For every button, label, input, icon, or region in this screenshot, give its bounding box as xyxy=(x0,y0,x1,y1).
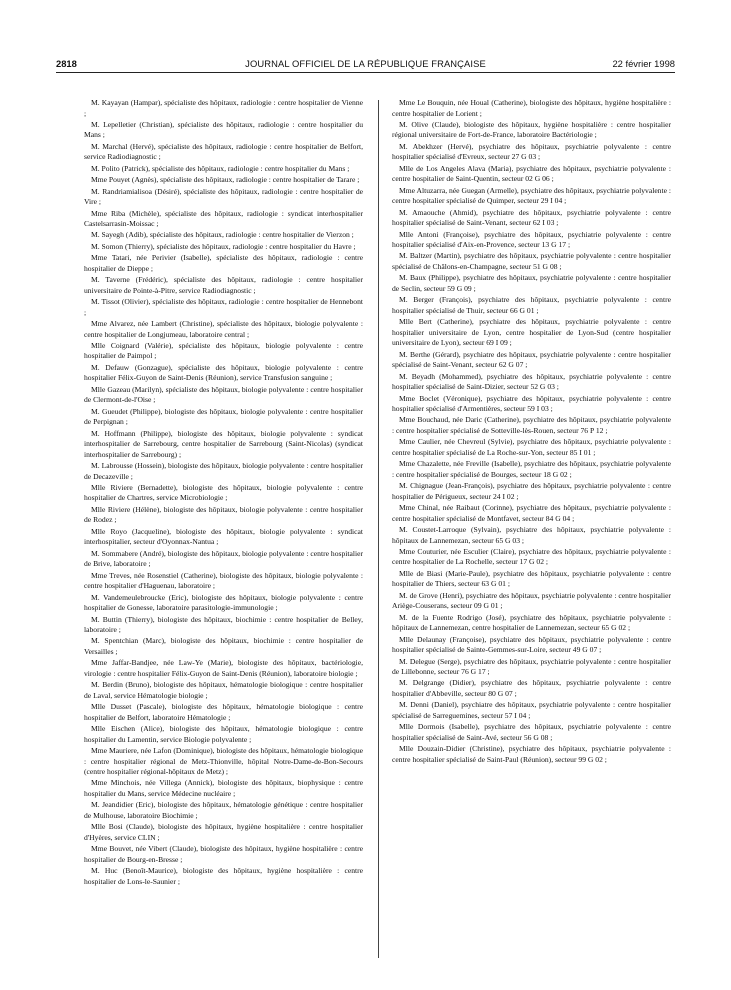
appointment-entry: M. Vandemeulebroucke (Eric), biologiste des hôpitaux, biologie polyvalente : centre hospitalier de Gonesse, laboratoire parasitologie-immunologie ; xyxy=(84,592,363,613)
appointment-entry: Mme Bouvet, née Vibert (Claude), biologiste des hôpitaux, hygiène hospitalière : centre hospitalier de Bourg-en-Bresse ; xyxy=(84,844,363,864)
publication-date: 22 février 1998 xyxy=(612,58,675,69)
appointment-entry: M. Coustet-Larroque (Sylvain), psychiatre des hôpitaux, psychiatrie polyvalente : hôpitaux de Lannemezan, secteur 65 G 03 ; xyxy=(392,525,671,545)
page-number: 2818 xyxy=(56,58,77,69)
appointment-entry: Mme Pouyet (Agnès), spécialiste des hôpitaux, radiologie : centre hospitalier de Tarare ; xyxy=(91,175,360,185)
appointment-entry: Mme Tatari, née Perivier (Isabelle), spécialiste des hôpitaux, radiologie : centre hospitalier de Dieppe ; xyxy=(84,253,363,273)
appointment-entry: M. Sommabere (André), biologiste des hôpitaux, biologie polyvalente : centre hospitalier de Brive, laboratoire ; xyxy=(84,548,363,569)
appointment-entry: M. Spentchian (Marc), biologiste des hôpitaux, biochimie : centre hospitalier de Versailles ; xyxy=(84,636,363,656)
appointment-entry: M. Delegue (Serge), psychiatre des hôpitaux, psychiatrie polyvalente : centre hospitalier de Lillebonne, secteur 76 G 17 ; xyxy=(392,656,671,677)
appointment-entry: M. Berthe (Gérard), psychiatre des hôpitaux, psychiatrie polyvalente : centre hospitalier spécialisé de Saint-Venant, secteur 62 G 07 ; xyxy=(392,349,671,370)
appointment-entry: M. Polito (Patrick), spécialiste des hôpitaux, radiologie : centre hospitalier du Mans ; xyxy=(91,163,350,173)
appointment-entry: Mme Couturier, née Esculier (Claire), psychiatre des hôpitaux, psychiatrie polyvalente : centre hospitalier de La Rochelle, secteur 17 G 02 ; xyxy=(392,546,671,567)
appointment-entry: M. Lepelletier (Christian), spécialiste des hôpitaux, radiologie : centre hospitalier du Mans ; xyxy=(84,119,363,140)
appointment-entry: M. Olive (Claude), biologiste des hôpitaux, hygiène hospitalière : centre hospitalier régional universitaire de Fort-de-France, laboratoire Bactériologie ; xyxy=(392,119,671,140)
appointment-entry: Mme Mauriere, née Lafon (Dominique), biologiste des hôpitaux, hématologie biologique : centre hospitalier régional de Metz-Thionville, hôpital Notre-Dame-de-Bon-Secours (centre hospitalier régional-hôpitaux de Metz) ; xyxy=(84,746,363,777)
appointment-entry: M. Berger (François), psychiatre des hôpitaux, psychiatrie polyvalente : centre hospitalier spécialisé de Thuir, secteur 66 G 01 ; xyxy=(392,295,671,315)
appointment-entry: M. Labrousse (Hossein), biologiste des hôpitaux, biologie polyvalente : centre hospitalier de Decazeville ; xyxy=(84,461,363,481)
journal-title: JOURNAL OFFICIEL DE LA RÉPUBLIQUE FRANÇAISE xyxy=(245,58,486,69)
appointment-entry: Mlle Gazeau (Marilyn), spécialiste des hôpitaux, biologie polyvalente : centre hospitalier de Clermont-de-l'Oise ; xyxy=(84,384,363,405)
appointment-entry: Mme Alvarez, née Lambert (Christine), spécialiste des hôpitaux, biologie polyvalente : centre hospitalier de Longjumeau, laboratoire central ; xyxy=(84,319,363,339)
appointment-entry: Mlle Dormois (Isabelle), psychiatre des hôpitaux, psychiatrie polyvalente : centre hospitalier spécialisé de Saint-Avé, secteur 56 G 08 ; xyxy=(392,722,671,742)
appointment-entry: Mlle Antoni (Françoise), psychiatre des hôpitaux, psychiatrie polyvalente : centre hospitalier spécialisé d'Aix-en-Provence, secteur 13 G 17 ; xyxy=(392,229,671,250)
appointment-entry: Mlle Douzain-Didier (Christine), psychiatre des hôpitaux, psychiatrie polyvalente : centre hospitalier spécialisé de Saint-Paul (Réunion), secteur 99 G 02 ; xyxy=(392,744,671,764)
appointment-entry: M. Beyadh (Mohammed), psychiatre des hôpitaux, psychiatrie polyvalente : centre hospitalier spécialisé de Saint-Dizier, secteur 52 G 03 ; xyxy=(392,371,671,392)
appointment-entry: M. Tissot (Olivier), spécialiste des hôpitaux, radiologie : centre hospitalier de Hennebont ; xyxy=(84,297,363,317)
appointment-entry: M. de la Fuente Rodrigo (José), psychiatre des hôpitaux, psychiatrie polyvalente : hôpitaux de Lannemezan, centre hospitalier de Lannemezan, secteur 65 G 02 ; xyxy=(392,612,671,633)
appointment-entry: M. Sayegh (Adib), spécialiste des hôpitaux, radiologie : centre hospitalier de Vierzon ; xyxy=(91,230,354,240)
appointment-entry: M. Jeandidier (Eric), biologiste des hôpitaux, hématologie génétique : centre hospitalier de Mulhouse, laboratoire Biochimie ; xyxy=(84,800,363,820)
column-divider xyxy=(378,100,379,958)
appointment-entry: Mlle Riviere (Bernadette), biologiste des hôpitaux, biologie polyvalente : centre hospitalier de Chartres, service Microbiologie ; xyxy=(84,482,363,503)
appointment-entry: M. Amaouche (Ahmid), psychiatre des hôpitaux, psychiatrie polyvalente : centre hospitalier spécialisé de Saint-Venant, secteur 62 I 03 ; xyxy=(392,207,671,228)
appointment-entry: M. Huc (Benoît-Maurice), biologiste des hôpitaux, hygiène hospitalière : centre hospitalier de Lons-le-Saunier ; xyxy=(84,866,363,886)
appointment-entry: M. Gueudet (Philippe), biologiste des hôpitaux, biologie polyvalente : centre hospitalier de Perpignan ; xyxy=(84,406,363,427)
appointment-entry: Mlle Royo (Jacqueline), biologiste des hôpitaux, biologie polyvalente : syndicat interhospitalier, secteur d'Oyonnax-Nantua ; xyxy=(84,526,363,547)
appointment-entry: Mlle Bosi (Claude), biologiste des hôpitaux, hygiène hospitalière : centre hospitalier d'Hyères, service CLIN ; xyxy=(84,822,363,842)
appointment-entry: M. Taverne (Frédéric), spécialiste des hôpitaux, radiologie : centre hospitalier universitaire de Pointe-à-Pitre, service Radiodiagnostic ; xyxy=(84,275,363,295)
appointment-entry: Mme Riba (Michèle), spécialiste des hôpitaux, radiologie : syndicat interhospitalier Castelsarrasin-Moissac ; xyxy=(84,208,363,229)
appointment-entry: M. Somon (Thierry), spécialiste des hôpitaux, radiologie : centre hospitalier du Havre ; xyxy=(91,241,356,251)
appointment-entry: M. Berdin (Bruno), biologiste des hôpitaux, hématologie biologique : centre hospitalier de Laval, service Hématologie biologie ; xyxy=(84,680,363,700)
appointment-entry: Mlle Delaunay (Françoise), psychiatre des hôpitaux, psychiatrie polyvalente : centre hospitalier spécialisé de Sainte-Gemmes-sur-Loire, secteur 49 G 07 ; xyxy=(392,634,671,655)
appointment-entry: Mme Bouchaud, née Daric (Catherine), psychiatre des hôpitaux, psychiatrie polyvalente : centre hospitalier spécialisé de Sotteville-lès-Rouen, secteur 76 P 12 ; xyxy=(392,415,671,435)
appointment-entry: Mme Treves, née Rosenstiel (Catherine), biologiste des hôpitaux, biologie polyvalente : centre hospitalier d'Haguenau, laboratoire ; xyxy=(84,570,363,591)
appointment-entry: M. Buttin (Thierry), biologiste des hôpitaux, biochimie : centre hospitalier de Belley, laboratoire ; xyxy=(84,614,363,635)
appointment-entry: M. Kayayan (Hampar), spécialiste des hôpitaux, radiologie : centre hospitalier de Vienne ; xyxy=(84,98,363,118)
appointment-entry: Mlle de Biasi (Marie-Paule), psychiatre des hôpitaux, psychiatrie polyvalente : centre hospitalier de Thiers, secteur 63 G 01 ; xyxy=(392,568,671,589)
appointment-entry: M. Delgrange (Didier), psychiatre des hôpitaux, psychiatrie polyvalente : centre hospitalier d'Abbeville, secteur 80 G 07 ; xyxy=(392,678,671,698)
appointment-entry: M. Denni (Daniel), psychiatre des hôpitaux, psychiatrie polyvalente : centre hospitalier spécialisé de Sarreguemines, secteur 57 I 04 ; xyxy=(392,700,671,720)
appointment-entry: Mlle de Los Angeles Alava (Maria), psychiatre des hôpitaux, psychiatrie polyvalente : centre hospitalier de Saint-Quentin, secteur 02 G 06 ; xyxy=(392,163,671,184)
appointment-entry: Mme Minchois, née Villega (Annick), biologiste des hôpitaux, biophysique : centre hospitalier du Mans, service Médecine nucléaire ; xyxy=(84,778,363,798)
appointment-entry: Mlle Coignard (Valérie), spécialiste des hôpitaux, biologie polyvalente : centre hospitalier de Paimpol ; xyxy=(84,340,363,361)
appointment-entry: Mme Caulier, née Chevreul (Sylvie), psychiatre des hôpitaux, psychiatrie polyvalente : centre hospitalier spécialisé de La Roche-sur-Yon, secteur 85 I 01 ; xyxy=(392,437,671,457)
appointment-entry: M. Chignague (Jean-François), psychiatre des hôpitaux, psychiatrie polyvalente : centre hospitalier de Périgueux, secteur 24 I 02 ; xyxy=(392,481,671,501)
appointment-entry: M. Randriamialisoa (Désiré), spécialiste des hôpitaux, radiologie : centre hospitalier de Vire ; xyxy=(84,186,363,207)
appointment-entry: Mlle Riviere (Hélène), biologiste des hôpitaux, biologie polyvalente : centre hospitalier de Rodez ; xyxy=(84,504,363,525)
appointment-entry: M. Hoffmann (Philippe), biologiste des hôpitaux, biologie polyvalente : syndicat interhospitalier de Sarrebourg, centre hospitalier de Sarrebourg (Saint-Nicolas) (syndicat interhospitalier de Sarrebourg) ; xyxy=(84,428,363,459)
appointment-entry: M. Baltzer (Martin), psychiatre des hôpitaux, psychiatrie polyvalente : centre hospitalier spécialisé de Châlons-en-Champagne, secteur 51 G 08 ; xyxy=(392,251,671,271)
appointment-entry: M. de Grove (Henri), psychiatre des hôpitaux, psychiatrie polyvalente : centre hospitalier Ariège-Couserans, secteur 09 G 01 ; xyxy=(392,590,671,611)
appointment-entry: Mme Jaffar-Bandjee, née Law-Ye (Marie), biologiste des hôpitaux, bactériologie, virologie : centre hospitalier Félix-Guyon de Saint-Denis (Réunion), laboratoire biologie ; xyxy=(84,658,363,678)
appointment-entry: Mlle Eischen (Alice), biologiste des hôpitaux, hématologie biologique : centre hospitalier du Lamentin, service Biologie polyvalente ; xyxy=(84,724,363,744)
appointment-entry: Mme Chazalette, née Freville (Isabelle), psychiatre des hôpitaux, psychiatrie polyvalente : centre hospitalier spécialisé de Bourges, secteur 18 G 02 ; xyxy=(392,459,671,479)
appointment-entry: M. Defauw (Gonzague), spécialiste des hôpitaux, biologie polyvalente : centre hospitalier Félix-Guyon de Saint-Denis (Réunion), service Transfusion sanguine ; xyxy=(84,362,363,383)
appointment-entry: Mlle Bert (Catherine), psychiatre des hôpitaux, psychiatrie polyvalente : centre hospitalier universitaire de Lyon, centre hospitalier de Lyon-Sud (centre hospitalier universitaire de Lyon), secteur 69 I 09 ; xyxy=(392,317,671,348)
appointment-entry: Mlle Dusset (Pascale), biologiste des hôpitaux, hématologie biologique : centre hospitalier de Belfort, laboratoire Hématologie ; xyxy=(84,702,363,722)
appointment-entry: M. Baux (Philippe), psychiatre des hôpitaux, psychiatrie polyvalente : centre hospitalier de Seclin, secteur 59 G 09 ; xyxy=(392,273,671,293)
appointment-entry: Mme Le Bouquin, née Houal (Catherine), biologiste des hôpitaux, hygiène hospitalière : centre hospitalier de Lorient ; xyxy=(392,98,671,118)
appointment-entry: Mme Boclet (Véronique), psychiatre des hôpitaux, psychiatrie polyvalente : centre hospitalier spécialisé d'Armentières, secteur 59 I 03 ; xyxy=(392,393,671,414)
header-rule xyxy=(56,72,675,73)
right-column xyxy=(392,98,671,970)
appointment-entry: M. Abekhzer (Hervé), psychiatre des hôpitaux, psychiatrie polyvalente : centre hospitalier spécialisé d'Evreux, secteur 27 G 03 ; xyxy=(392,141,671,162)
appointment-entry: Mme Chinal, née Raibaut (Corinne), psychiatre des hôpitaux, psychiatrie polyvalente : centre hospitalier spécialisé de Montfavet, secteur 84 G 04 ; xyxy=(392,503,671,523)
left-column xyxy=(84,98,363,970)
appointment-entry: Mme Altuzarra, née Guegan (Armelle), psychiatre des hôpitaux, psychiatrie polyvalente : centre hospitalier spécialisé de Quimper, secteur 29 I 04 ; xyxy=(392,185,671,206)
appointment-entry: M. Marchal (Hervé), spécialiste des hôpitaux, radiologie : centre hospitalier de Belfort, service Radiodiagnostic ; xyxy=(84,141,363,162)
